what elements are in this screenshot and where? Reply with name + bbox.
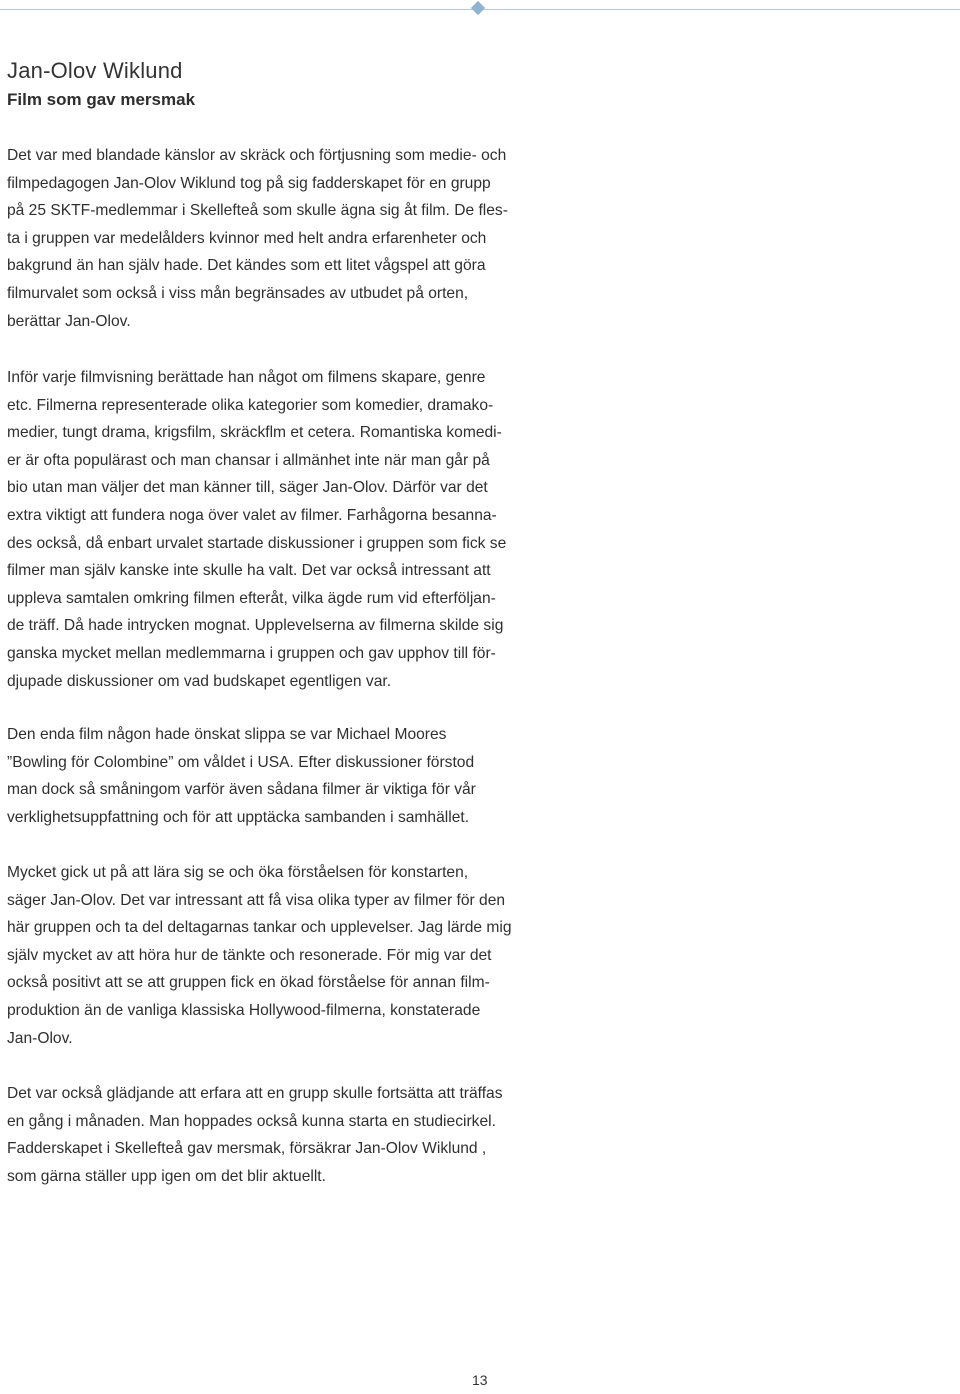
text-line: ta i gruppen var medelålders kvinnor med helt andra erfarenheter och xyxy=(7,229,487,247)
paragraph-5 xyxy=(7,1080,547,1190)
text-line: bakgrund än han själv hade. Det kändes som ett litet vågspel att göra xyxy=(7,257,486,275)
text-line: er är ofta populärast och man chansar i allmänhet inte när man går på xyxy=(7,451,490,469)
text-line: en gång i månaden. Man hoppades också kunna starta en studiecirkel. xyxy=(7,1112,496,1130)
text-line: på 25 SKTF-medlemmar i Skellefteå som skulle ägna sig åt film. De fles- xyxy=(7,202,508,220)
text-line: filmurvalet som också i viss mån begränsades av utbudet på orten, xyxy=(7,284,469,302)
paragraph-4 xyxy=(7,859,547,1052)
text-line: själv mycket av att höra hur de tänkte och resonerade. För mig var det xyxy=(7,946,492,964)
text-line: Fadderskapet i Skellefteå gav mersmak, försäkrar Jan-Olov Wiklund , xyxy=(7,1140,487,1158)
text-line: Mycket gick ut på att lära sig se och öka förståelsen för konstarten, xyxy=(7,864,469,881)
text-line: extra viktigt att fundera noga över valet av filmer. Farhågorna besanna- xyxy=(7,506,497,524)
text-line: Det var också glädjande att erfara att en grupp skulle fortsätta att träffas xyxy=(7,1085,503,1102)
text-line: här gruppen och ta del deltagarnas tankar och upplevelser. Jag lärde mig xyxy=(7,919,512,937)
text-line: ganska mycket mellan medlemmarna i gruppen och gav upphov till för- xyxy=(7,644,496,662)
paragraph-2 xyxy=(7,364,547,695)
text-line: Inför varje filmvisning berättade han något om filmens skapare, genre xyxy=(7,369,486,386)
text-line: Det var med blandade känslor av skräck och förtjusning som medie- och xyxy=(7,147,507,164)
text-line: etc. Filmerna representerade olika kategorier som komedier, dramako- xyxy=(7,396,494,414)
text-line: som gärna ställer upp igen om det blir aktuellt. xyxy=(7,1167,326,1185)
article-title: Film som gav mersmak xyxy=(7,90,196,109)
text-line: djupade diskussioner om vad budskapet egentligen var. xyxy=(7,672,392,690)
text-line: de träff. Då hade intrycken mognat. Upplevelserna av filmerna skilde sig xyxy=(7,617,504,635)
text-line: säger Jan-Olov. Det var intressant att få visa olika typer av filmer för den xyxy=(7,891,506,909)
page-number: 13 xyxy=(472,1372,488,1388)
diamond-ornament-icon xyxy=(471,1,485,15)
text-line: uppleva samtalen omkring filmen efteråt, vilka ägde rum vid efterföljan- xyxy=(7,589,496,607)
text-line: filmpedagogen Jan-Olov Wiklund tog på sig fadderskapet för en grupp xyxy=(7,174,491,192)
article-author: Jan-Olov Wiklund xyxy=(7,58,183,83)
text-line: verklighetsuppfattning och för att upptäcka sambanden i samhället. xyxy=(7,808,470,826)
text-line: Jan-Olov. xyxy=(7,1029,73,1047)
text-line: berättar Jan-Olov. xyxy=(7,312,131,330)
text-line: Den enda film någon hade önskat slippa se var Michael Moores xyxy=(7,726,447,743)
text-line: medier, tungt drama, krigsfilm, skräckflm et cetera. Romantiska komedi- xyxy=(7,424,502,442)
text-line: des också, då enbart urvalet startade diskussioner i gruppen som fick se xyxy=(7,534,507,552)
text-line: produktion än de vanliga klassiska Hollywood-filmerna, konstaterade xyxy=(7,1001,481,1019)
paragraph-1 xyxy=(7,142,547,335)
text-line: bio utan man väljer det man känner till, säger Jan-Olov. Därför var det xyxy=(7,479,488,497)
text-line: också positivt att se att gruppen fick en ökad förståelse för annan film- xyxy=(7,974,490,992)
text-line: filmer man själv kanske inte skulle ha valt. Det var också intressant att xyxy=(7,562,491,580)
text-line: man dock så småningom varför även sådana filmer är viktiga för vår xyxy=(7,781,476,799)
paragraph-3 xyxy=(7,721,547,831)
text-line: ”Bowling för Colombine” om våldet i USA. Efter diskussioner förstod xyxy=(7,753,475,771)
